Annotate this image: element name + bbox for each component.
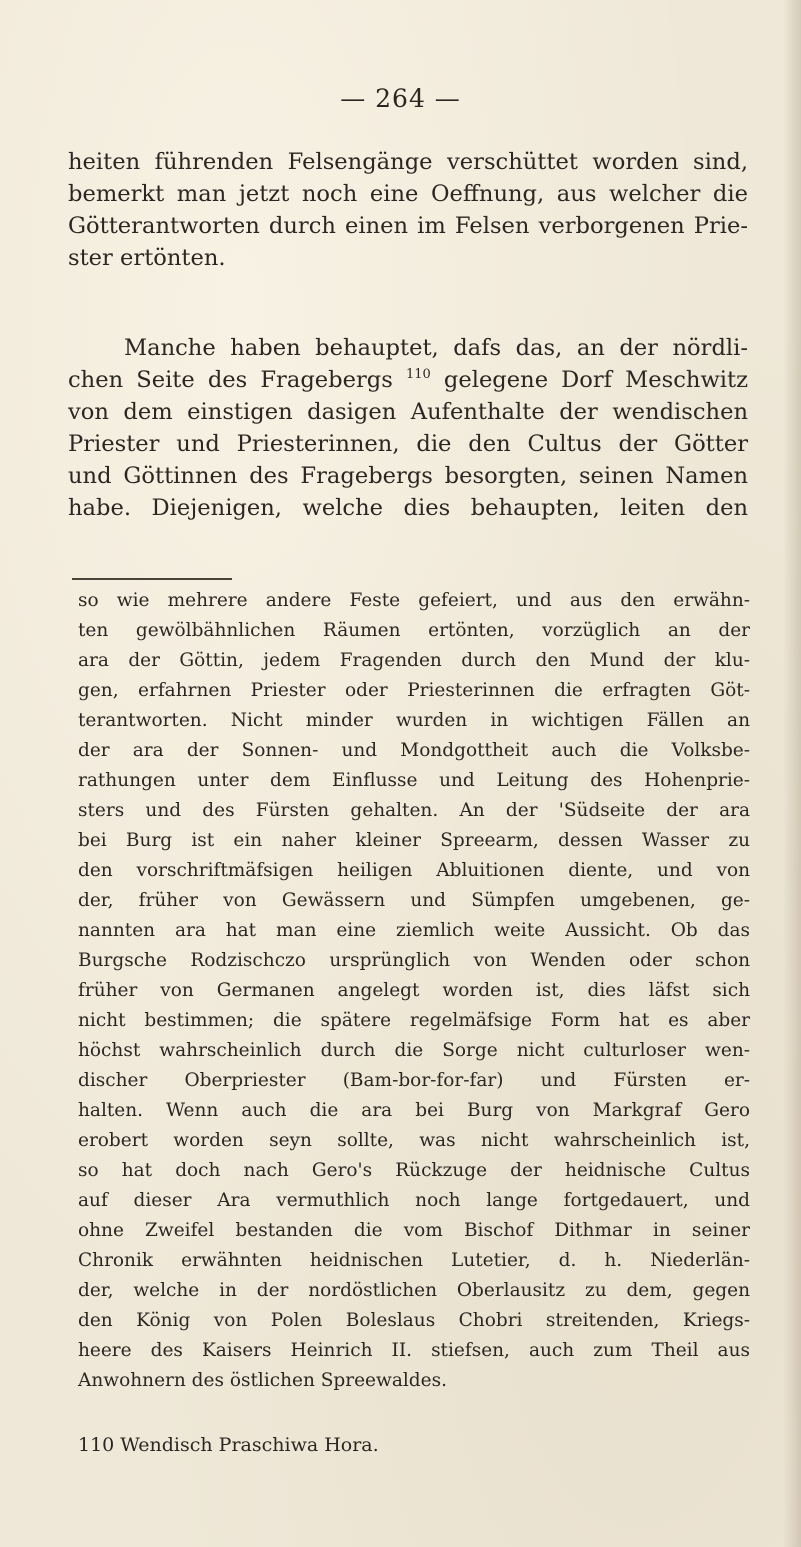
footnote-line: discher Oberpriester (Bam-bor-for-far) und Fürsten er- xyxy=(78,1070,750,1091)
footnote-110: 110 Wendisch Praschiwa Hora. xyxy=(78,1434,379,1456)
text-segment: chen Seite des Fragebergs xyxy=(68,367,406,393)
text-line: habe. Diejenigen, welche dies behaupten, leiten den xyxy=(68,495,748,521)
text-segment: gelegene Dorf Meschwitz xyxy=(430,367,748,393)
footnote-line: der ara der Sonnen- und Mondgottheit auch die Volksbe- xyxy=(78,740,750,761)
footnote-line: der, früher von Gewässern und Sümpfen umgebenen, ge- xyxy=(78,890,750,911)
text-line: Priester und Priesterinnen, die den Cultus der Götter xyxy=(68,431,748,457)
footnote-line: der, welche in der nordöstlichen Oberlausitz zu dem, gegen xyxy=(78,1280,750,1301)
footnote-line: Chronik erwähnten heidnischen Lutetier, d. h. Niederlän- xyxy=(78,1250,750,1271)
text-line: von dem einstigen dasigen Aufenthalte der wendischen xyxy=(68,399,748,425)
text-line: heiten führenden Felsengänge verschüttet worden sind, xyxy=(68,149,748,175)
paragraph-meschwitz xyxy=(68,332,748,524)
text-line: und Göttinnen des Fragebergs besorgten, seinen Namen xyxy=(68,463,748,489)
footnote-line: so hat doch nach Gero's Rückzuge der heidnische Cultus xyxy=(78,1160,750,1181)
footnote-line: ten gewölbähnlichen Räumen ertönten, vorzüglich an der xyxy=(78,620,750,641)
footnote-line: sters und des Fürsten gehalten. An der 'Südseite der ara xyxy=(78,800,750,821)
footnote-line: Anwohnern des östlichen Spreewaldes. xyxy=(78,1370,447,1391)
footnote-line: den vorschriftmäfsigen heiligen Abluitionen diente, und von xyxy=(78,860,750,881)
footnote-line: terantworten. Nicht minder wurden in wichtigen Fällen an xyxy=(78,710,750,731)
footnote-line: nicht bestimmen; die spätere regelmäfsige Form hat es aber xyxy=(78,1010,750,1031)
footnote-line: erobert worden seyn sollte, was nicht wahrscheinlich ist, xyxy=(78,1130,750,1151)
footnote-line: höchst wahrscheinlich durch die Sorge nicht culturloser wen- xyxy=(78,1040,750,1061)
text-line: bemerkt man jetzt noch eine Oeffnung, aus welcher die xyxy=(68,181,748,207)
text-line: ster ertönten. xyxy=(68,245,226,271)
footnote-line: rathungen unter dem Einflusse und Leitung des Hohenprie- xyxy=(78,770,750,791)
footnote-separator-rule xyxy=(72,578,232,580)
footnote-line: heere des Kaisers Heinrich II. stiefsen, auch zum Theil aus xyxy=(78,1340,750,1361)
footnote-line: den König von Polen Boleslaus Chobri streitenden, Kriegs- xyxy=(78,1310,750,1331)
footnote-line: ohne Zweifel bestanden die vom Bischof Dithmar in seiner xyxy=(78,1220,750,1241)
footnote-line: halten. Wenn auch die ara bei Burg von Markgraf Gero xyxy=(78,1100,750,1121)
page-edge-shadow xyxy=(783,0,801,1547)
footnote-line: gen, erfahrnen Priester oder Priesterinnen die erfragten Göt- xyxy=(78,680,750,701)
text-line: Götterantworten durch einen im Felsen verborgenen Prie- xyxy=(68,213,748,239)
paragraph-continuation xyxy=(68,146,748,274)
footnote-reference: 110 xyxy=(405,367,431,382)
footnote-line: ara der Göttin, jedem Fragenden durch den Mund der klu- xyxy=(78,650,750,671)
text-line-with-footnote-ref xyxy=(68,364,748,396)
footnote-line: Burgsche Rodzischczo ursprünglich von Wenden oder schon xyxy=(78,950,750,971)
page-number-header: — 264 — xyxy=(340,84,461,113)
text-line: Manche haben behauptet, dafs das, an der nördli- xyxy=(124,335,748,361)
footnote-line: auf dieser Ara vermuthlich noch lange fortgedauert, und xyxy=(78,1190,750,1211)
footnote-line: nannten ara hat man eine ziemlich weite Aussicht. Ob das xyxy=(78,920,750,941)
footnote-line: so wie mehrere andere Feste gefeiert, und aus den erwähn- xyxy=(78,590,750,611)
footnote-line: bei Burg ist ein naher kleiner Spreearm, dessen Wasser zu xyxy=(78,830,750,851)
footnote-block xyxy=(78,586,750,1396)
footnote-line: früher von Germanen angelegt worden ist, dies läfst sich xyxy=(78,980,750,1001)
